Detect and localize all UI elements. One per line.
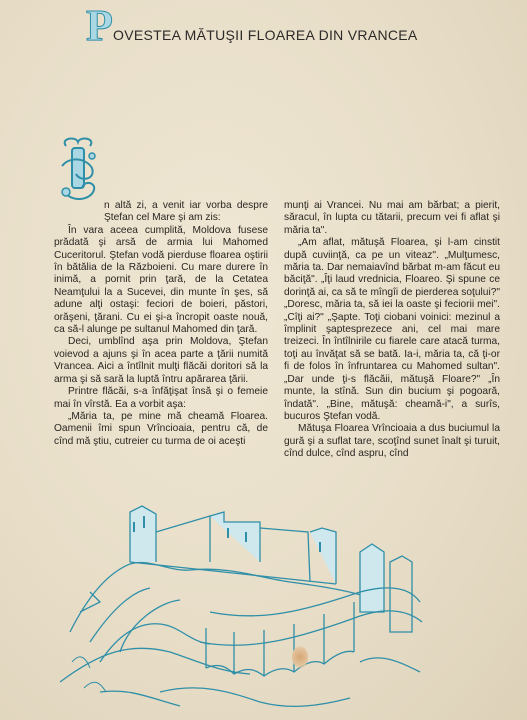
paragraph: Deci, umblînd aşa prin Moldova, Ştefan voievod a ajuns şi în acea parte a ţării numită Vrancea. Aici a întîlnit mulţi flăcăi doritori să la arma şi să sară la luptă întru apărarea ţării. bbox=[54, 336, 268, 385]
paragraph: Printre flăcăi, s-a înfăţişat însă şi o femeie mai în vîrstă. Ea a vorbit aşa: bbox=[54, 386, 268, 410]
title-text: OVESTEA MĂTUŞII FLOAREA DIN VRANCEA bbox=[113, 27, 418, 43]
paragraph: În vara aceea cumplită, Moldova fusese prădată şi arsă de armia lui Mahomed Cuceritorul. Ştefan vodă pierduse floarea oştirii în bătălia de la Războieni. Cu mare durere în inimă, a pornit prin ţară, de la Cetatea Neamţului la a Sucevei, din munte în şes, să adune alţi ostaşi: feciori de boieri, păstori, orăşeni, ţărani. Cu ei şi-a încropit oaste nouă, ca să-l alunge pe sultanul Mahomed din ţară. bbox=[54, 224, 268, 336]
paragraph: Mătuşa Floarea Vrîncioaia a dus buciumul la gură şi a suflat tare, scoţînd sunet înalt şi turuit, cînd dulce, cînd aspru, cînd bbox=[284, 423, 500, 460]
fortress-illustration bbox=[60, 492, 430, 714]
text-column-left bbox=[54, 200, 268, 448]
text-column-right bbox=[284, 200, 500, 461]
paragraph: „Măria ta, pe mine mă cheamă Floarea. Oamenii îmi spun Vrîncioaia, pentru că, de cînd mă ştiu, cutreier cu turma de oi aceşti bbox=[54, 410, 268, 447]
drop-initial-icon bbox=[56, 136, 100, 204]
paragraph: n altă zi, a venit iar vorba despre Ştefan cel Mare şi am zis: bbox=[104, 200, 268, 224]
title-initial: P bbox=[86, 1, 113, 50]
paragraph: munţi ai Vrancei. Nu mai am bărbat; a pierit, săracul, în lupta cu tătarii, precum vei fi aflat şi măria ta". bbox=[284, 200, 500, 236]
paragraph: „Am aflat, mătuşă Floarea, şi l-am cinstit după cuviinţă, ca pe un viteaz". „Mulţumesc, măria ta. Dar nemaiavînd bărbat m-am făcut eu băciţă". „Îţi laud vrednicia, Floareo. Şi spune ce dorinţă ai, ca să te mîngîi de pierderea soţului?" „Doresc, măria ta, să iei la oaste şi feciorii mei". „Cîţi ai?" „Şapte. Toţi ciobani voinici: mezinul a împlinit şaptesprezece ani, cel mai mare treizeci. În întîlnirile cu fiarele care atacă turma, toţi au învăţat să se bată. Ia-i, măria ta, că ţi-or fi de folos în înfruntarea cu Mahomed sultan". „Dar unde ţi-s flăcăii, mătuşă Floare?" „În munte, la stînă. Sun din bucium şi pogoară, îndată". „Bine, mătuşă: cheamă-i", a surîs, bucuros Ştefan vodă. bbox=[284, 237, 500, 422]
chapter-title bbox=[86, 1, 506, 50]
paper-stain bbox=[292, 646, 308, 668]
